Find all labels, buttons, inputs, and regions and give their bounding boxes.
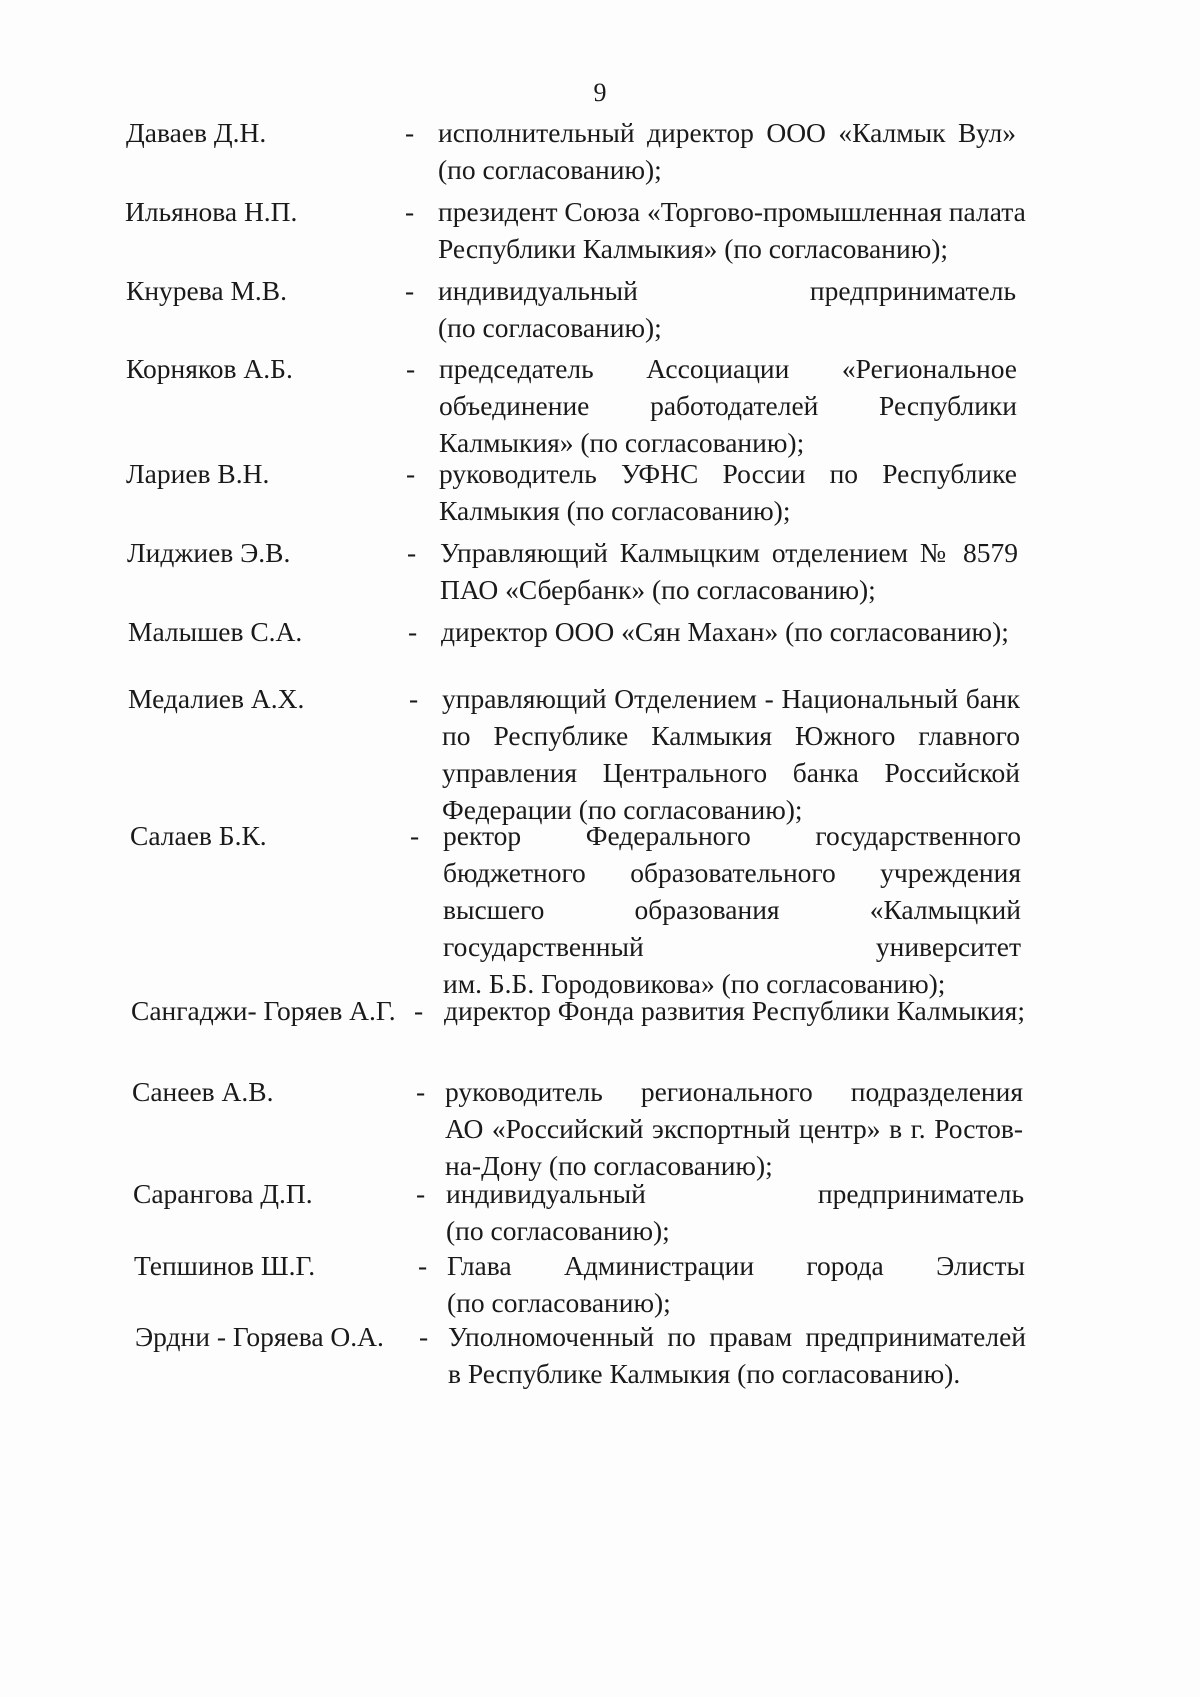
member-position: [444, 992, 1025, 1029]
position-line: бюджетного образовательного учреждения: [443, 857, 1021, 888]
member-dash: -: [405, 117, 415, 148]
position-line: руководитель УФНС России по Республике: [439, 458, 1017, 489]
member-dash: -: [414, 995, 424, 1026]
position-line: ректор Федерального государственного: [443, 820, 1021, 851]
member-position: [441, 613, 1019, 650]
position-line: (по согласованию);: [438, 154, 662, 185]
position-line: (по согласованию);: [447, 1287, 671, 1318]
position-line: индивидуальный предприниматель: [446, 1178, 1024, 1209]
position-line: директор ООО «Сян Махан» (по согласованию);: [441, 616, 1009, 647]
member-position: [439, 350, 1017, 461]
member-name: Лиджиев Э.В.: [127, 537, 291, 568]
member-dash: -: [406, 353, 416, 384]
member-name: Кнурева М.В.: [126, 275, 288, 306]
position-line: руководитель регионального подразделения: [445, 1076, 1023, 1107]
member-dash: -: [406, 458, 416, 489]
position-line: им. Б.Б. Городовикова» (по согласованию);: [443, 968, 946, 999]
position-line: Федерации (по согласованию);: [442, 794, 803, 825]
member-position: [438, 114, 1016, 188]
member-name: Сарангова Д.П.: [133, 1178, 313, 1209]
member-name: Малышев С.А.: [128, 616, 303, 647]
position-line: Республики Калмыкия» (по согласованию);: [438, 233, 949, 264]
member-dash: -: [418, 1250, 428, 1281]
position-line: исполнительный директор ООО «Калмык Вул»: [438, 117, 1016, 148]
member-name: Санеев А.В.: [132, 1076, 274, 1107]
position-line: в Республике Калмыкия (по согласованию).: [448, 1358, 961, 1389]
member-name: Лариев В.Н.: [126, 458, 270, 489]
member-position: [448, 1318, 1026, 1392]
member-position: [446, 1175, 1024, 1249]
member-position: [447, 1247, 1025, 1321]
member-dash: -: [408, 616, 418, 647]
member-position: [442, 680, 1020, 828]
position-line: Калмыкия (по согласованию);: [439, 495, 791, 526]
member-dash: -: [405, 275, 415, 306]
position-line: по Республике Калмыкия Южного главного: [442, 720, 1020, 751]
position-line: Управляющий Калмыцким отделением № 8579: [440, 537, 1018, 568]
position-line: высшего образования «Калмыцкий: [443, 894, 1021, 925]
position-line: Калмыкия» (по согласованию);: [439, 427, 805, 458]
position-line: директор Фонда развития Республики Калмыкия;: [444, 995, 1025, 1026]
member-dash: -: [409, 683, 419, 714]
position-line: (по согласованию);: [446, 1215, 670, 1246]
member-name: Тепшинов Ш.Г.: [134, 1250, 316, 1281]
member-dash: -: [419, 1321, 429, 1352]
member-position: [439, 455, 1017, 529]
member-position: [445, 1073, 1023, 1184]
member-name: Салаев Б.К.: [130, 820, 267, 851]
position-line: объединение работодателей Республики: [439, 390, 1017, 421]
member-dash: -: [410, 820, 420, 851]
member-name: Даваев Д.Н.: [126, 117, 267, 148]
position-line: АО «Российский экспортный центр» в г. Ростов-: [445, 1113, 1023, 1144]
member-position: [438, 272, 1016, 346]
member-dash: -: [405, 196, 415, 227]
page-number: 9: [593, 78, 607, 107]
member-position: [440, 534, 1018, 608]
member-position: [443, 817, 1021, 1002]
member-name: Ильянова Н.П.: [125, 196, 298, 227]
member-dash: -: [416, 1178, 426, 1209]
position-line: председатель Ассоциации «Региональное: [439, 353, 1017, 384]
position-line: ПАО «Сбербанк» (по согласованию);: [440, 574, 876, 605]
member-position: [438, 193, 1026, 267]
position-line: (по согласованию);: [438, 312, 662, 343]
position-line: управляющий Отделением - Национальный банк: [442, 683, 1020, 714]
position-line: Глава Администрации города Элисты: [447, 1250, 1025, 1281]
member-name: Эрдни - Горяева О.А.: [135, 1321, 384, 1352]
member-name: Корняков А.Б.: [126, 353, 293, 384]
position-line: Уполномоченный по правам предпринимателей: [448, 1321, 1026, 1352]
member-name: Сангаджи- Горяев А.Г.: [131, 995, 396, 1026]
position-line: государственный университет: [443, 931, 1021, 962]
member-name: Медалиев А.Х.: [128, 683, 305, 714]
position-line: индивидуальный предприниматель: [438, 275, 1016, 306]
member-dash: -: [416, 1076, 426, 1107]
position-line: президент Союза «Торгово-промышленная палата: [438, 196, 1026, 227]
position-line: на-Дону (по согласованию);: [445, 1150, 773, 1181]
member-dash: -: [407, 537, 417, 568]
position-line: управления Центрального банка Российской: [442, 757, 1020, 788]
